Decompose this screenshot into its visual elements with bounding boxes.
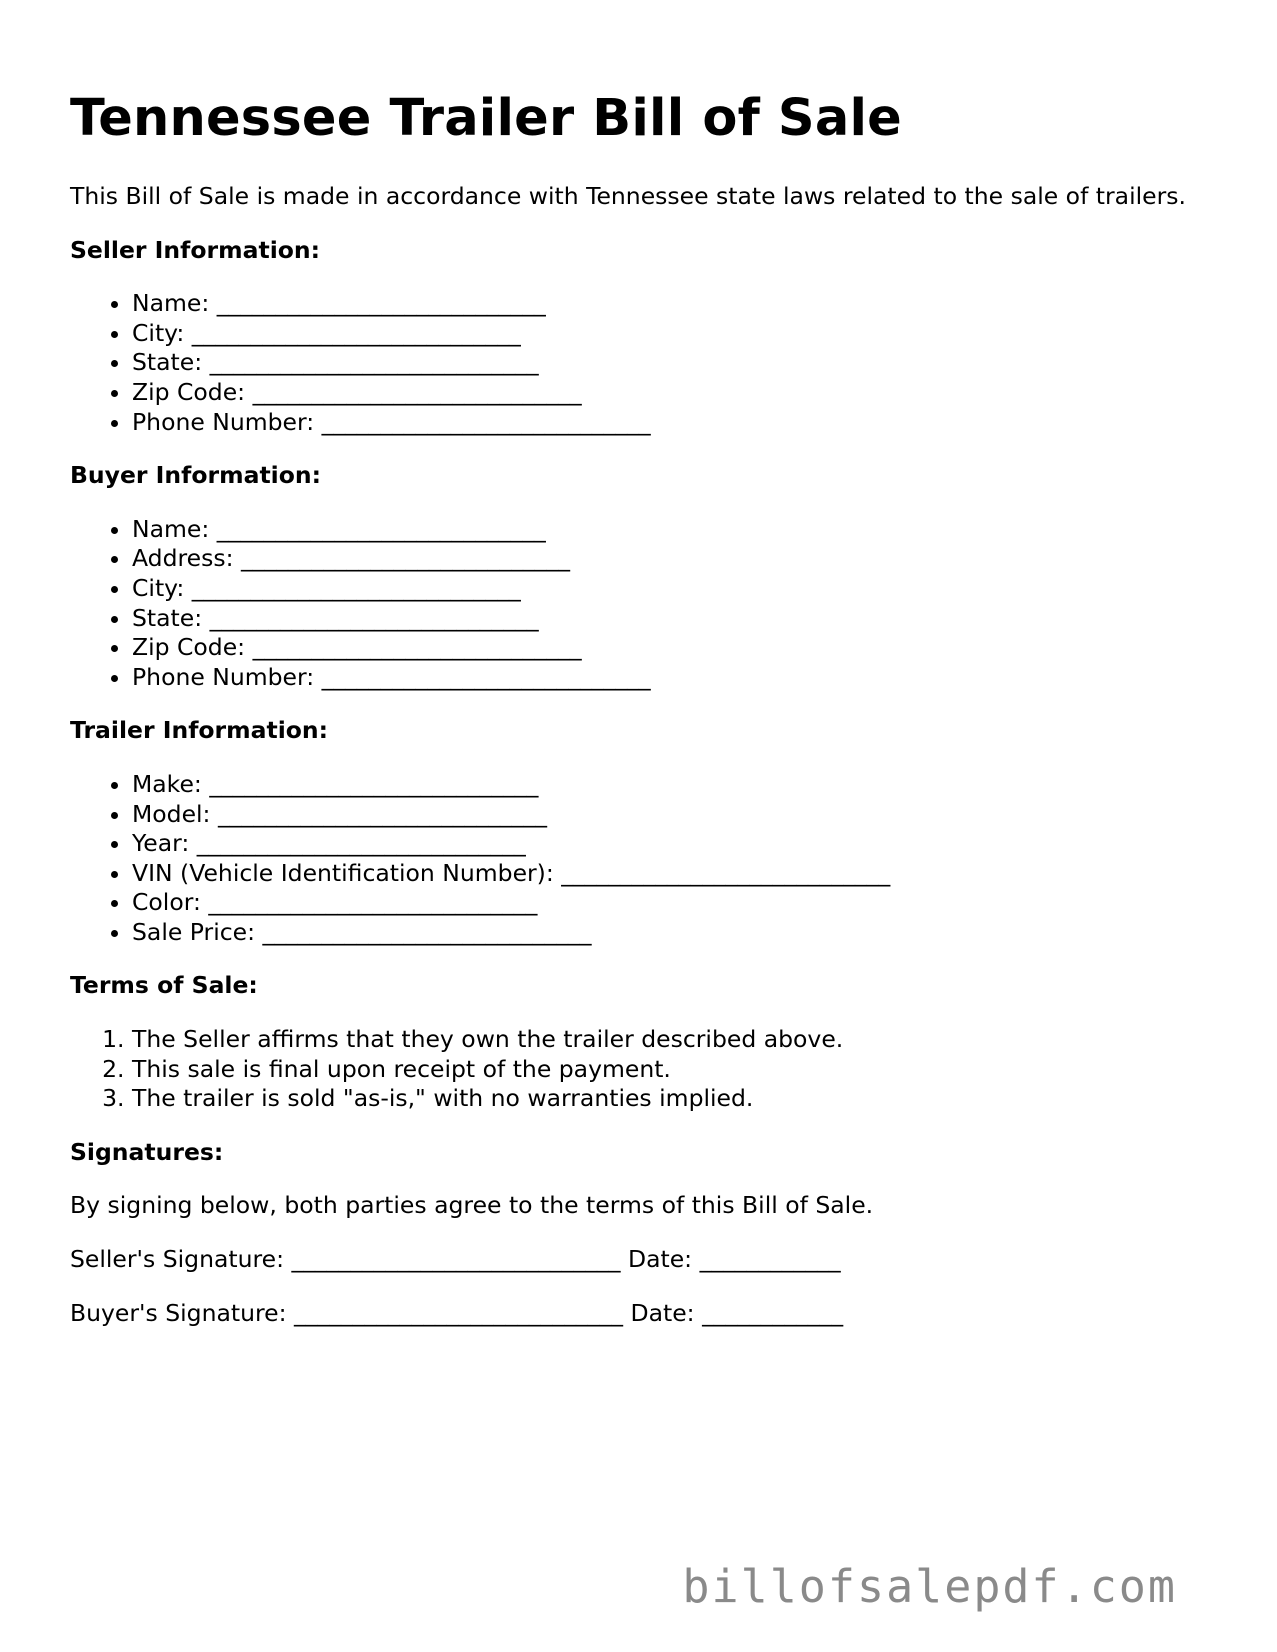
seller-name-field — [132, 289, 1220, 319]
fill-in-blank[interactable]: ____________________________ — [217, 799, 547, 828]
terms-section-heading: Terms of Sale: — [70, 971, 258, 1000]
fill-in-blank[interactable]: ____________________________ — [252, 377, 582, 406]
field-label: Name: — [132, 289, 210, 318]
term-item: 1. The Seller affirms that they own the trailer described above. — [132, 1025, 1220, 1055]
buyer-address-field — [132, 544, 1220, 574]
field-label: Model: — [132, 799, 211, 828]
fill-in-blank[interactable]: ____________________________ — [262, 917, 592, 946]
trailer-year-field — [132, 829, 1220, 859]
seller-signature-blank[interactable]: ____________________________ — [291, 1245, 621, 1274]
buyer-zip-field — [132, 633, 1220, 663]
field-label: State: — [132, 348, 203, 377]
seller-state-field — [132, 348, 1220, 378]
trailer-section-heading: Trailer Information: — [70, 716, 329, 745]
fill-in-blank[interactable]: ____________________________ — [561, 858, 891, 887]
field-label: Phone Number: — [132, 407, 315, 436]
seller-field-list — [70, 289, 1220, 437]
buyer-signature-label: Buyer's Signature: — [70, 1298, 287, 1327]
seller-phone-field — [132, 408, 1220, 438]
field-label: VIN (Vehicle Identification Number): — [132, 858, 554, 887]
field-label: Zip Code: — [132, 377, 246, 406]
bill-of-sale-document — [70, 86, 1220, 1352]
term-item: 3. The trailer is sold "as-is," with no warranties implied. — [132, 1084, 1220, 1114]
fill-in-blank[interactable]: ____________________________ — [241, 544, 570, 573]
field-label: State: — [132, 603, 203, 632]
field-label: Color: — [132, 888, 201, 917]
buyer-date-blank[interactable]: ____________ — [702, 1298, 844, 1327]
buyer-field-list — [70, 515, 1220, 693]
signatures-section-heading: Signatures: — [70, 1137, 224, 1166]
buyer-city-field — [132, 574, 1220, 604]
trailer-field-list — [70, 770, 1220, 948]
fill-in-blank[interactable]: ____________________________ — [196, 829, 526, 858]
buyer-signature-blank[interactable]: ____________________________ — [294, 1298, 623, 1327]
buyer-phone-field — [132, 663, 1220, 693]
fill-in-blank[interactable]: ____________________________ — [209, 603, 539, 632]
fill-in-blank[interactable]: ____________________________ — [321, 407, 651, 436]
field-label: City: — [132, 573, 185, 602]
field-label: City: — [132, 318, 185, 347]
field-label: Year: — [132, 829, 190, 858]
fill-in-blank[interactable]: ____________________________ — [216, 289, 546, 318]
field-label: Phone Number: — [132, 662, 315, 691]
trailer-make-field — [132, 770, 1220, 800]
field-label: Make: — [132, 769, 202, 798]
seller-zip-field — [132, 378, 1220, 408]
signature-statement: By signing below, both parties agree to the terms of this Bill of Sale. — [70, 1191, 874, 1220]
page-title: Tennessee Trailer Bill of Sale — [70, 89, 902, 148]
fill-in-blank[interactable]: ____________________________ — [209, 769, 539, 798]
intro-paragraph: This Bill of Sale is made in accordance with Tennessee state laws related to the sale of trailers. — [70, 182, 1186, 210]
buyer-state-field — [132, 604, 1220, 634]
seller-signature-label: Seller's Signature: — [70, 1245, 285, 1274]
seller-date-blank[interactable]: ____________ — [699, 1245, 841, 1274]
fill-in-blank[interactable]: ____________________________ — [191, 573, 521, 602]
fill-in-blank[interactable]: ____________________________ — [191, 318, 521, 347]
seller-section-heading: Seller Information: — [70, 235, 321, 264]
terms-list — [70, 1025, 1220, 1114]
buyer-signature-row — [70, 1299, 1220, 1329]
seller-city-field — [132, 319, 1220, 349]
watermark-text: billofsalepdf.com — [682, 1560, 1177, 1613]
term-item: 2. This sale is final upon receipt of the payment. — [132, 1055, 1220, 1085]
trailer-color-field — [132, 888, 1220, 918]
fill-in-blank[interactable]: ____________________________ — [252, 633, 582, 662]
buyer-name-field — [132, 515, 1220, 545]
fill-in-blank[interactable]: ____________________________ — [208, 888, 538, 917]
field-label: Address: — [132, 544, 234, 573]
trailer-price-field — [132, 918, 1220, 948]
seller-date-label: Date: — [627, 1245, 693, 1274]
trailer-model-field — [132, 800, 1220, 830]
fill-in-blank[interactable]: ____________________________ — [216, 514, 546, 543]
seller-signature-row — [70, 1245, 1220, 1275]
buyer-date-label: Date: — [630, 1298, 695, 1327]
field-label: Zip Code: — [132, 633, 246, 662]
fill-in-blank[interactable]: ____________________________ — [209, 348, 539, 377]
buyer-section-heading: Buyer Information: — [70, 461, 322, 490]
field-label: Sale Price: — [132, 917, 256, 946]
trailer-vin-field — [132, 859, 1220, 889]
field-label: Name: — [132, 514, 210, 543]
fill-in-blank[interactable]: ____________________________ — [321, 662, 651, 691]
